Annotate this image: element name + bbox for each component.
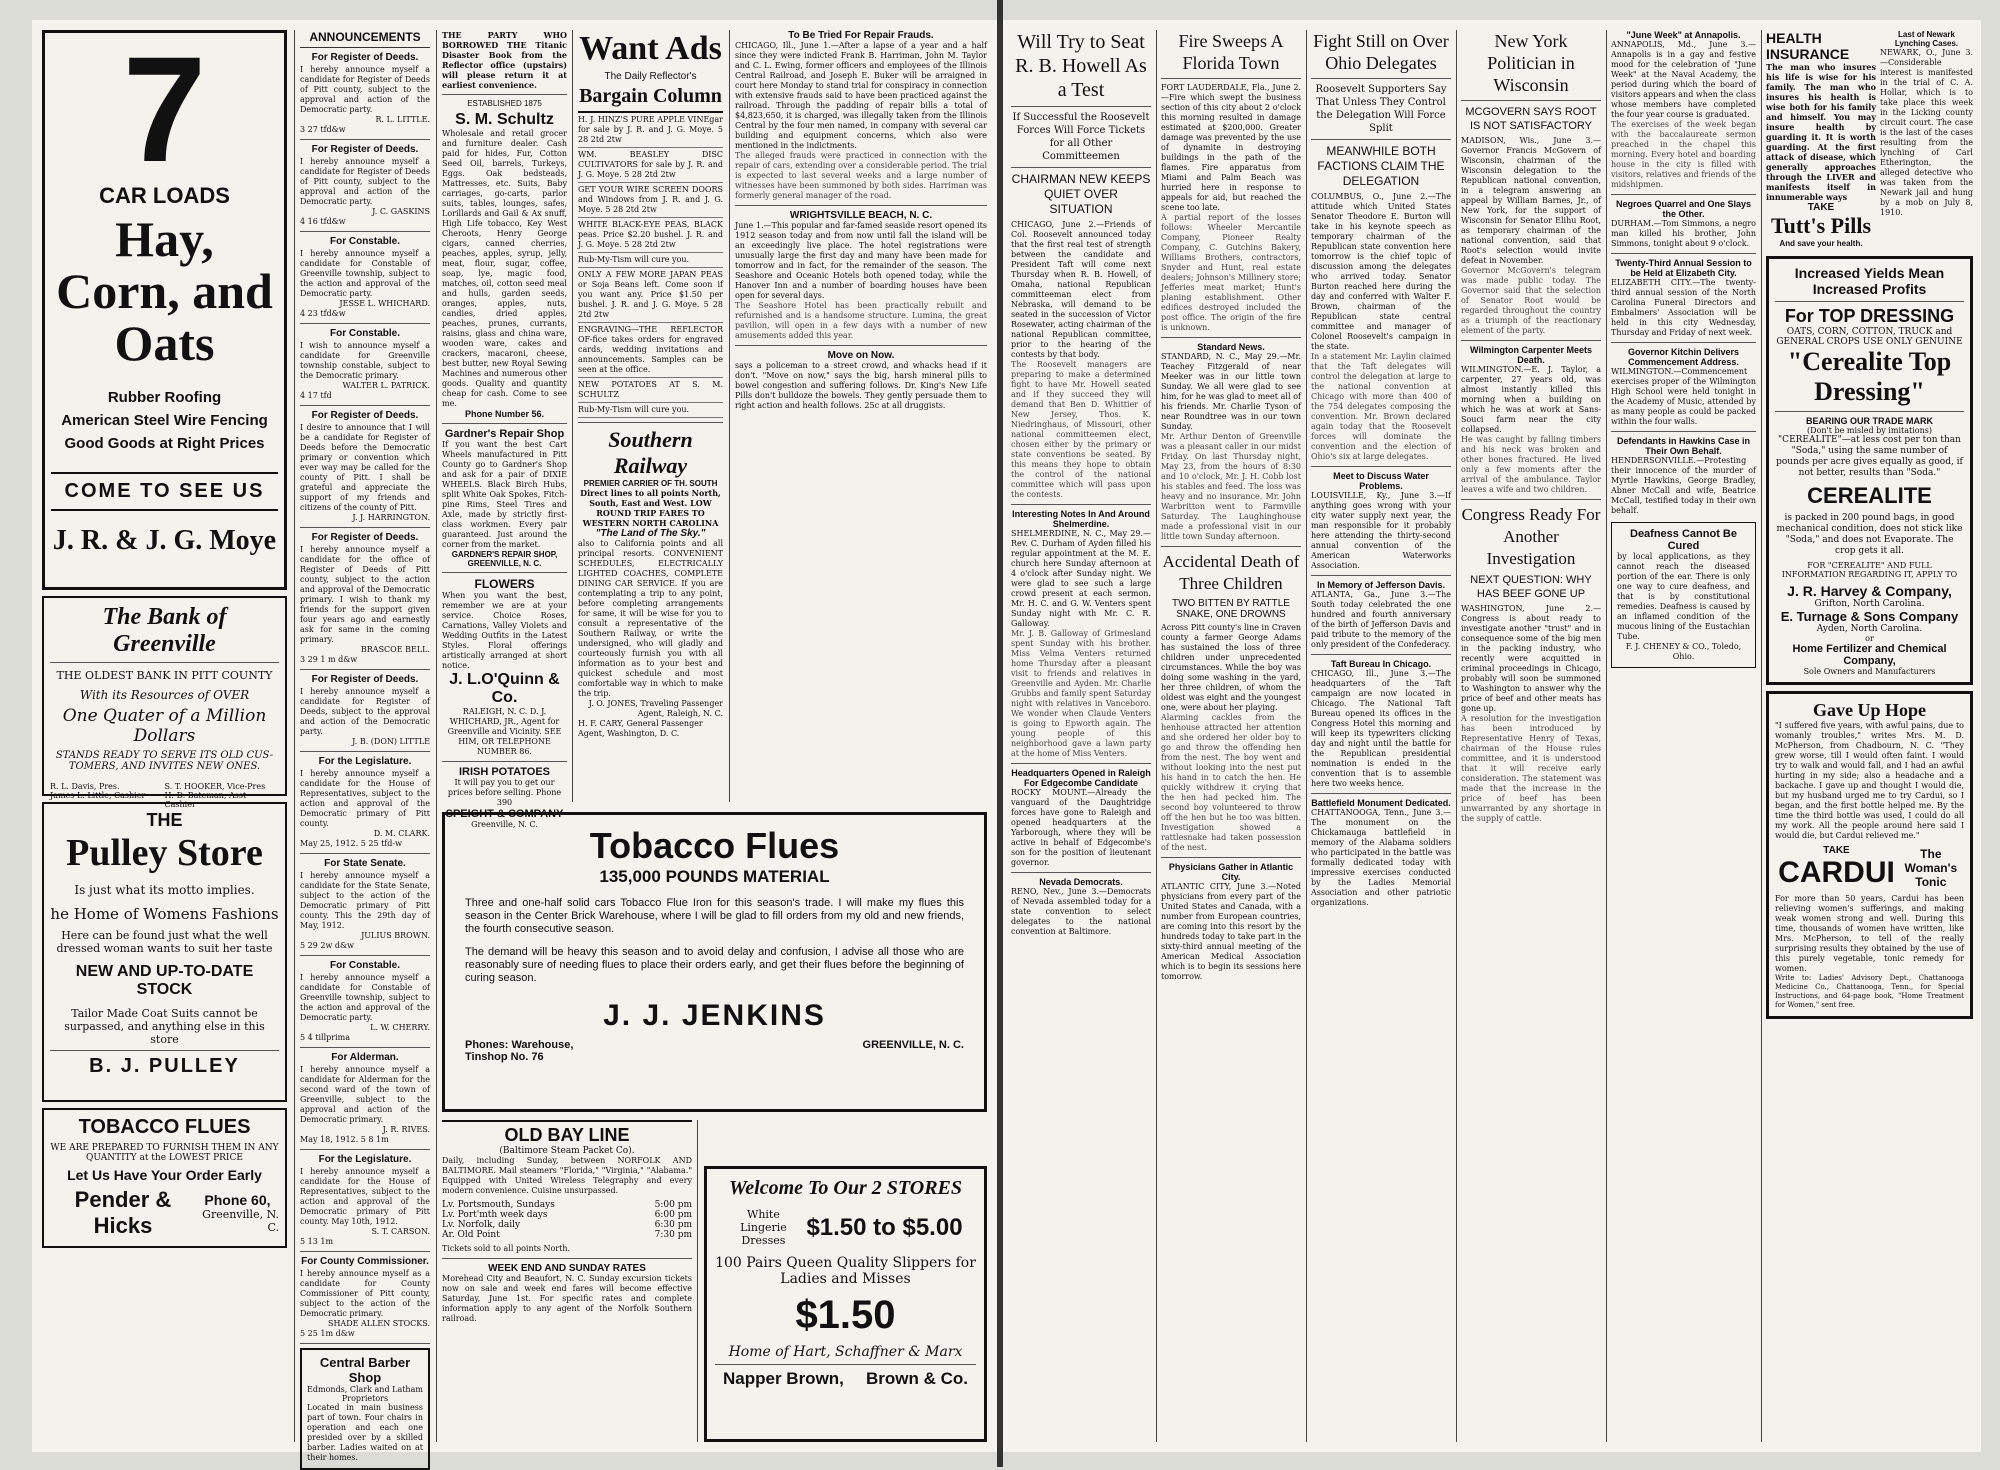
story-text: ROCKY MOUNT.—Already the vanguard of the Daughtridge forces have gone to Raleigh and opened headquarters at the Yarborough, where they will be active in behalf of Edgecombe's son for the position of lieutenant governor. xyxy=(1011,788,1151,867)
right-col-1 xyxy=(1011,30,1151,1442)
potatoes-firm: SPEIGHT & COMPANY xyxy=(445,808,564,820)
napper-firm2: Brown & Co. xyxy=(866,1369,968,1388)
announcement-office: For State Senate. xyxy=(324,858,406,869)
schedule-time: 6:30 pm xyxy=(654,1220,692,1230)
pender-line: WE ARE PREPARED TO FURNISH THEM IN ANY QUANTITY at the LOWEST PRICE xyxy=(50,1143,279,1163)
story-text: CHICAGO, Ill., June 3.—The headquarters of the Taft campaign are now located in Chicago. The National Taft Bureau opened its offices in the Congress Hotel this morning and will keep its typewriters clicking day and night until the battle for the Republican presidential nomination is ended in the convention that is to assemble here two weeks hence. xyxy=(1311,669,1451,788)
story-text: HENDERSONVILLE.—Protesting their innocence of the murder of Myrtle Hawkins, George Bradley, Abner McCall and wife, Beatrice McCall, testified today in their own behalf. xyxy=(1611,456,1756,515)
announcement-sign: BRASCOE BELL. xyxy=(360,645,430,654)
cerealite-firm1: J. R. Harvey & Company, xyxy=(1787,583,1952,599)
cardui-text: "I suffered five years, with awful pains, due to womanly troubles," writes Mrs. M. D. McPherson, from Chadbourn, N. C. "They grew worse, till I would often faint. I would try to walk and would fall, and I had an awful hurting in my side; also a headache and a backache. I gave up and thought I would die, but my husband urged me to try Cardui, so I began, and the first bottle helped me. By the time the third bottle was used, I could do all my work. All the people around here said I would die, but Cardui relieved me." xyxy=(1775,721,1964,840)
barber-text: Located in main business part of town. Four chairs in operation and each one presided over by a skilled barber. Ladies waited on at their homes. xyxy=(307,1403,423,1462)
howell-story: CHICAGO, June 2.—Friends of Col. Roosevelt announced today that the first real test of strength between the candidate and President Taft will come next Thursday when R. B. Howell, of Omaha, national Republican committeeman elect from Nebraska, will demand to be seated in the succession of Victor Rosewater, acting chairman of the national Republican committee, prior to the hearing of the contests by that body. xyxy=(1011,220,1151,359)
barber-ad xyxy=(300,1348,430,1470)
want-ad-item: H. J. HINZ'S PURE APPLE VINEgar for sale by J. R. and J. G. Moye. 5 28 2td 2tw xyxy=(578,113,723,148)
deafness-ad xyxy=(1611,522,1756,668)
announcement-code: 5 29 2w d&w xyxy=(300,941,354,950)
want-ad-item: Rub-My-Tism will cure you. xyxy=(578,253,723,268)
story-text: ATLANTIC CITY, June 3.—Noted physicians from every part of the United States and Canada, with a number from European countries, are coming into this resort by the hundreds today to take part in the sixty-third annual meeting of the American Medical Association which is to begin its sessions here tomorrow. xyxy=(1161,882,1301,981)
howell-deck: If Successful the Roosevelt Forces Will Force Tickets for all Other Committeemen xyxy=(1012,112,1150,162)
left-col-5 xyxy=(735,30,987,802)
cardui-tonic: The Woman's Tonic xyxy=(1904,846,1958,889)
schedule-row xyxy=(442,1220,692,1230)
story-head: Twenty-Third Annual Session to be Held at Elizabeth City. xyxy=(1615,258,1752,278)
cerealite-or: or xyxy=(1865,634,1874,643)
announcement-office: For Constable. xyxy=(329,236,400,247)
cerealite-mark-sub: (Don't be misled by imitations) xyxy=(1807,426,1932,435)
announcement-text: I hereby announce myself a candidate for the House of Representatives, subject to the action and approval of the Democratic primary of Pitt county. May 10th, 1912. xyxy=(300,1167,430,1226)
ohio-head: Fight Still on Over Ohio Delegates xyxy=(1313,31,1449,73)
schultz-text: Wholesale and retail grocer and furniture dealer. Cash paid for hides, Fur, Cotton Seed Oil, barrels, Turkeys, Eggs. Oak bedsteads, Mattresses, etc. Suits, Baby carriages, go-carts, parlor suits, tables, lounges, safes, Lorillards and Gail & Ax snuff, High Life tobacco, Key West Cheroots, Henry George cigars, canned cherries, peaches, apples, syrup, jelly, meat, flour, sugar, coffee, soap, lye, magic food, matches, oil, cotton seed meal and hulls, garden seeds, oranges, apples, nuts, candies, dried apples, peaches, prunes, currants, raisins, glass and china ware, wooden ware, cakes and crackers, macaroni, cheese, best butter, new Royal Sewing Machines and numerous other goods. Quality and quantity cheap for cash. Come to see me. xyxy=(442,129,567,408)
accident-story: Across Pitt county's line in Craven county a farmer George Adams has sustained the loss of three children under unprecedented circumstances. While the boy was doing some washing in the yard, her three children, of whom the oldest was eight and the youngest one, were about her playing. xyxy=(1161,623,1301,712)
bargain-column: Bargain Column xyxy=(578,85,723,113)
moye-come: COME TO SEE US xyxy=(64,480,265,502)
story-text: ATLANTA, Ga., June 3.—The South today celebrated the one hundred and fourth anniversary of the birth of Jefferson Davis and paid tribute to the memory of the only president of the Confederacy. xyxy=(1311,590,1451,649)
want-ads-list xyxy=(578,113,723,418)
gardner-title: Gardner's Repair Shop xyxy=(444,428,565,440)
cerealite-text2: is packed in 200 pound bags, in good mechanical condition, does not stick like "Soda," and does not Evaporate. The crop gets it all. xyxy=(1776,513,1963,556)
napper-line2: 100 Pairs Queen Quality Slippers for Ladies and Misses xyxy=(715,1255,976,1287)
announcement xyxy=(300,756,430,854)
gardner-sign: GARDNER'S REPAIR SHOP, GREENVILLE, N. C. xyxy=(451,550,558,568)
tutts-save: And save your health. xyxy=(1779,239,1863,248)
moye-products: Hay, Corn, and Oats xyxy=(56,211,273,371)
cerealite-firm3: Home Fertilizer and Chemical Company, xyxy=(1792,643,1947,667)
tutts-text: The man who insures his life is wise for his family. The man who insures his health is wise both for his family and himself. You may insure health by guarding it. It is worth guarding. At the first attack of disease, which generally approaches through the LIVER and manifests itself in innumerable ways xyxy=(1766,62,1876,202)
howell-head: Will Try to Seat R. B. Howell As a Test xyxy=(1015,31,1147,101)
flues-p2: The demand will be heavy this season and to avoid delay and confusion, I advise all those who are reasonably sure of needing flues to place their orders early, and get their flues before the beginning of curing season. xyxy=(465,946,964,984)
announcement xyxy=(300,410,430,528)
announcement-sign: SHADE ALLEN STOCKS. xyxy=(327,1319,430,1328)
announcement-office: For the Legislature. xyxy=(318,1154,412,1165)
filler-text: The Seashore Hotel has been practically rebuilt and refurnished and is a handsome structure. Lumina, the great pavilion, will open in a few days with a number of new amusements added this year. xyxy=(735,301,987,340)
congress-head: Congress Ready For Another Investigation xyxy=(1461,505,1601,568)
filler-text: Alarming cackles from the henhouse attracted her attention and she ordered her older boy to go and throw the offending hen from the nest. The boy went and without looking into the nest put his hand in to catch the hen. He quickly withdrew it crying that the hen had pecked him. The second boy volunteered to throw off the hen but he too was bitten. Investigation showed a rattlesnake had taken possession of the nest. xyxy=(1161,713,1301,852)
filler-text: Governor McGovern's telegram was made public today. The Governor said that the selection of Senator Root would be regarded throughout the country as a triumph of the reactionary element of the party. xyxy=(1461,266,1601,335)
schedule-stop: Lv. Norfolk, daily xyxy=(442,1220,521,1230)
schedule-row xyxy=(442,1200,692,1210)
pulley-stock: NEW AND UP-TO-DATE STOCK xyxy=(75,963,254,998)
filler-text: Mr. J. B. Galloway of Grimesland spent Sunday with his brother. Miss Velma Venters returned home Thursday after a pleasant visit to friends and relatives in Greenville and Ayden. Mr. Charlie Grubbs and family spent Saturday night with relatives in Vanceboro. We wonder when Claude Venters is going to Epworth again. The young people of this neighborhood gave a lawn party at the home of Miss Venters. xyxy=(1011,629,1151,758)
cerealite-for: For TOP DRESSING xyxy=(1784,306,1955,326)
announcement xyxy=(300,1154,430,1252)
pulley-owner: B. J. PULLEY xyxy=(89,1055,240,1077)
filler-text: The alleged frauds were practiced in connection with the repair of cars, extending over a considerable period. The trial is expected to last several weeks and a large number of witnesses have been summoned by both sides. Harriman was formerly general manager of the road. xyxy=(735,151,987,200)
pulley-the: THE xyxy=(146,810,183,830)
bank-line3: One Quater of a Million Dollars xyxy=(62,706,267,746)
barber-title: Central Barber Shop xyxy=(319,1355,411,1385)
deafness-sign: F. J. CHENEY & CO., Toledo, Ohio. xyxy=(1625,642,1742,661)
fire-story: FORT LAUDERDALE, Fla., June 2.—Fire which swept the business section of this city about 2 o'clock this morning resulted in damage estimated at $200,000. Greater damage was prevented by the use of dynamite in destroying buildings in the path of the flames. Fire apparatus from Miami and Palm Beach was hurried here in response to appeals for aid, but reached the scene too late. xyxy=(1161,83,1301,212)
story-head: "June Week" at Annapolis. xyxy=(1626,30,1741,40)
story-text: ANNAPOLIS, Md., June 3.—Annapolis is in a gay and festive mood for the celebration of "June Week" at the Naval Academy, the period during which the board of visitors appears and when the class whose members have completed the four year course is graduated. xyxy=(1611,40,1756,119)
announcement xyxy=(300,960,430,1048)
announcement-text: I hereby announce myself a candidate for Register of Deeds of Pitt county, subject to the approval and action of the Democratic party. xyxy=(300,65,430,114)
bank-name: The Bank of Greenville xyxy=(102,604,227,657)
schultz-est: ESTABLISHED 1875 xyxy=(467,99,542,108)
announcement xyxy=(300,52,430,140)
story-head: Taft Bureau In Chicago. xyxy=(1330,659,1432,669)
announcement-code: May 25, 1912. 5 25 tfd-w xyxy=(300,839,402,848)
potatoes-city: Greenville, N. C. xyxy=(471,820,538,829)
bank-ad xyxy=(42,596,287,809)
cerealite-firm2: E. Turnage & Sons Company xyxy=(1780,609,1959,624)
filler-text: The exercises of the week began with the baccalaureate sermon preached in the chapel this morning. Every hotel and boarding house in the city is filled with visitors, relatives and friends of the midshipmen. xyxy=(1611,120,1756,189)
filler-text: A resolution for the investigation has been introduced by Representative Henry of Texas, chairman of the House rules committee, and it is understood that it will receive early consideration. The statement was made that the increase in the price of beef has been unwarranted by any shortage in the supply of cattle. xyxy=(1461,714,1601,823)
right-col-6 xyxy=(1766,30,1973,1442)
filler-text: The Roosevelt managers are preparing to make a determined fight to have Mr. Howell seated and if they succeed they will demand that Ben D. Whittier of New Jersey, Thos. K. Niedringhaus, of Missouri, other national committeemen elect, chosen either by the primary or state conventions be seated. By this means they hope to obtain the control of the national committee which will pass upon the contests. xyxy=(1011,360,1151,499)
cardui-take: TAKE xyxy=(1823,845,1850,856)
old-bay-title: OLD BAY LINE xyxy=(442,1120,692,1146)
flues-title: Tobacco Flues xyxy=(589,825,840,866)
flowers-text: When you want the best, remember we are at your service. Choice Roses, Carnations, Valley Violets and Wedding Outfits in the Latest Styles. Floral offerings artistically arranged at short notice. xyxy=(442,591,567,670)
cerealite-mark: BEARING OUR TRADE MARK xyxy=(1806,416,1933,426)
flues-phones: Phones: Warehouse, Tinshop No. 76 xyxy=(465,1039,574,1063)
announcement-sign: J. J. HARRINGTON. xyxy=(352,513,430,522)
story-head: In Memory of Jefferson Davis. xyxy=(1316,580,1446,590)
left-col-2 xyxy=(300,30,430,1462)
announcement-text: I hereby announce myself a candidate for the office of Register of Deeds of Pitt county, subject to the action and approval of the Democratic primary. I wish to thank my friends for the support given four years ago and earnestly ask for same in the coming primary. xyxy=(300,545,430,644)
announcement-text: I desire to announce that I will be a candidate for Register of Deeds before the Democratic primary or convention which ever way may be called for the county of Pitt. I shall be grateful and appreciate the support of my friends and citizens of the county of Pitt. xyxy=(300,423,430,512)
cerealite-name: "Cerealite Top Dressing" xyxy=(1787,347,1952,406)
announcement xyxy=(300,674,430,752)
announcement-text: I hereby announce myself a candidate for Register of Deeds of Pitt county, subject to the approval and action of the Democratic party. xyxy=(300,157,430,206)
announcement-sign: J. B. (DON) LITTLE xyxy=(352,737,430,746)
story-head: Last of Newark Lynching Cases. xyxy=(1894,30,1959,48)
story-head: Move on Now. xyxy=(827,350,895,361)
napper-price2: $1.50 xyxy=(795,1293,896,1337)
announcement-sign: JESSE L. WHICHARD. xyxy=(339,299,430,308)
cerealite-top: Increased Yields Mean Increased Profits xyxy=(1794,265,1945,297)
moye-ad xyxy=(42,25,287,590)
story-head: WRIGHTSVILLE BEACH, N. C. xyxy=(789,210,933,221)
announcement-text: I hereby announce myself a candidate for Register of Deeds, subject to the approval and action of the Democratic party. xyxy=(300,687,430,736)
pulley-ad xyxy=(42,802,287,1102)
announcement-sign: S. T. CARSON. xyxy=(371,1227,430,1236)
announcement xyxy=(300,1256,430,1344)
filler-text: Mr. Arthur Denton of Greenville was a pleasant caller in our midst Friday. On last Thursday night, May 23, from the hours of 8:30 and 10 o'clock, Mr. J. H. Cobb lost his stables and feed. The loss was heavy and no insurance. Mr. John Warbritton went to Farmville Saturday. The Laughinghouse made a professional visit in our little town Sunday afternoon. xyxy=(1161,432,1301,541)
moye-car-loads: CAR LOADS xyxy=(99,183,230,208)
bank-line1: THE OLDEST BANK IN PITT COUNTY xyxy=(56,669,273,682)
announcement-code: 5 25 1m d&w xyxy=(300,1329,355,1338)
announcement xyxy=(300,1052,430,1150)
tutts-head: HEALTH INSURANCE xyxy=(1766,30,1850,62)
right-col-5 xyxy=(1611,30,1756,1442)
pender-phone: Phone 60, xyxy=(204,1192,271,1208)
want-ad-item: WHITE BLACK-EYE PEAS, BLACK peas. Price $2.20 bushel. J. R. and J. G. Moye. 5 28 2td 2tw xyxy=(578,218,723,253)
cardui-ad xyxy=(1766,691,1973,1019)
flues-sub: 135,000 POUNDS MATERIAL xyxy=(599,867,830,886)
moye-firm: J. R. & J. G. Moye xyxy=(52,525,277,556)
flues-city: GREENVILLE, N. C. xyxy=(862,1039,964,1051)
flowers-addr: RALEIGH, N. C. D. J. WHICHARD, JR., Agent for Greenville and Vicinity. SEE HIM, OR TELEPHONE NUMBER 86. xyxy=(447,707,562,756)
want-ad-item: WM. BEASLEY DISC CULTIVATORS for sale by J. R. and J. G. Moye. 5 28 2td 2tw xyxy=(578,148,723,183)
napper-price1: $1.50 to $5.00 xyxy=(806,1213,963,1241)
right-col-3 xyxy=(1311,30,1451,1442)
old-bay-sub: (Baltimore Steam Packet Co). xyxy=(499,1146,635,1156)
story-text: says a policeman to a street crowd, and whacks head if it don't. "Move on now," says the big, harsh mineral pills to bowel congestion and suffering follows. Dr. King's New Life Pills don't bulldoze the bowels. They gently persuade them to right action and health follows. 25c at all druggists. xyxy=(735,361,987,410)
story-head: Standard News. xyxy=(1197,342,1265,352)
pulley-motto: Is just what its motto implies. xyxy=(74,883,255,897)
potatoes-text: It will pay you to get our prices before selling. Phone 390 xyxy=(447,778,562,807)
announcement-office: For Register of Deeds. xyxy=(311,532,419,543)
ohio-deck: Roosevelt Supporters Say That Unless They Control the Delegation Will Force Split xyxy=(1315,84,1447,134)
pulley-name: Pulley Store xyxy=(66,832,263,874)
pender-firm: Pender & Hicks xyxy=(74,1187,172,1238)
story-head: Headquarters Opened in Raleigh For Edgecombe Candidate xyxy=(1011,768,1151,788)
napper-line1: White Lingerie Dresses xyxy=(740,1208,787,1247)
schultz-phone: Phone Number 56. xyxy=(464,409,545,419)
announcement-office: For Constable. xyxy=(329,960,400,971)
want-ad-item: ENGRAVING—THE REFLECTOR OF-fice takes orders for engraved cards, wedding invitations and announcements. Samples can be seen at the office. xyxy=(578,323,723,378)
announcement-code: 5 4 tillprima xyxy=(300,1033,351,1042)
want-ads-sub: The Daily Reflector's xyxy=(604,71,697,82)
ohio-story: COLUMBUS, O., June 2.—The attitude which United States Senator Theodore E. Burton will take in his keynote speech as temporary chairman of the Republican state convention here tomorrow is the chief topic of discussion among the delegates who arrived today. Senator Burton reached here during the day and conferred with Walter F. Brown, chairman of the Republican state central committee and manager of Colonel Roosevelt's campaign in the state. xyxy=(1311,192,1451,351)
schedule-row xyxy=(442,1210,692,1220)
napper-firm1: Napper Brown, xyxy=(723,1369,844,1388)
railway-sign1: J. O. JONES, Traveling Passenger Agent, Raleigh, N. C. xyxy=(588,699,723,718)
schedule-time: 5:00 pm xyxy=(654,1200,692,1210)
wisconsin-story: MADISON, Wis., June 3.—Governor Francis McGovern of Wisconsin, chairman of the Wisconsin delegation to the Republican national convention, in a telegram answering an appeal by William Barnes, Jr., of New York, for the support of Wisconsin for Senator Elihu Root, as temporary chairman of the national convention, said that Root's selection would invite defeat in November. xyxy=(1461,136,1601,265)
right-page xyxy=(1003,20,1981,1452)
want-ads-title: Want Ads xyxy=(579,30,722,67)
want-ad-item: ONLY A FEW MORE JAPAN PEAS or Soja Beans left. Come soon if you want any. Price $1.50 per bushel. J. R. and J. G. Moye. 5 28 2td 2tw xyxy=(578,268,723,323)
bank-officer: R. L. Davis, Pres. xyxy=(50,782,120,791)
gardner-text: If you want the best Cart Wheels manufactured in Pitt County go to Gardner's Shop and ask for a pair of DIXIE WHEELS. Black Birch Hubs, split White Oak Spokes, Fitch-pine Rims, Steel Tires and Axle, made by strictly first-class workmen. Every pair guaranteed. Just around the corner from the market. xyxy=(442,440,567,549)
announcement-sign: WALTER L. PATRICK. xyxy=(342,381,430,390)
story-text: NEWARK, O., June 3.—Considerable interest is manifested in the trial of C. A. Hollar, which is to take place this week in the Licking county circuit court. The case is the last of the cases resulting from the lynching of Carl Etherington, the alleged detective who was taken from the Newark jail and hung by a mob on July 8, 1910. xyxy=(1880,48,1973,217)
fire-head: Fire Sweeps A Florida Town xyxy=(1178,31,1284,73)
railway-line1: Direct lines to all points North, South, East and West. LOW ROUND TRIP FARES TO WESTERN NORTH CAROLINA xyxy=(580,488,721,528)
story-head: Nevada Democrats. xyxy=(1039,877,1123,887)
announcement-code: 4 23 tfd&w xyxy=(300,309,346,318)
deafness-text: by local applications, as they cannot reach the diseased portion of the ear. There is only one way to cure deafness, and that is by constitutional remedies. Deafness is caused by an inflamed condition of the mucous lining of the Eustachian Tube. xyxy=(1617,552,1750,641)
cerealite-crops: OATS, CORN, COTTON, TRUCK and GENERAL CROPS USE ONLY GENUINE xyxy=(1776,327,1963,347)
story-text: DURHAM.—Tom Simmons, a negro man killed his brother, John Simmons, tonight about 9 o'clock. xyxy=(1611,219,1756,248)
announcement-office: For Alderman. xyxy=(331,1052,399,1063)
railway-title: Southern Railway xyxy=(608,427,693,478)
potatoes-title: IRISH POTATOES xyxy=(458,766,551,778)
story-text: STANDARD, N. C., May 29.—Mr. Teachey Fitzgerald of near Meeker was in our little town Sunday. We all were glad to see him, for he was glad to meet all of his friends. Mr. Charlie Tyson of near Roundtree was in our town Sunday. xyxy=(1161,352,1301,431)
cerealite-apply: FOR "CEREALITE" AND FULL INFORMATION REGARDING IT, APPLY TO xyxy=(1781,561,1958,579)
railway-sign2: H. F. CARY, General Passenger Agent, Washington, D. C. xyxy=(578,719,703,738)
story-text: June 1.—This popular and far-famed seaside resort opened its 1912 season today and from now until fall the island will be an exceedingly live place. The hotel registrations were unusually large the first day and many have been made for tomorrow and in fact, for the remainder of the season. The Seashore and Oceanic Hotels both opened today, while the Hanover Inn and a number of boarding houses have been open for several days. xyxy=(735,221,987,300)
announcement-text: I hereby announce myself a candidate for the State Senate, subject to the action of the Democratic primary of Pitt county. This the 29th day of May, 1912. xyxy=(300,871,430,930)
ohio-sub: MEANWHILE BOTH FACTIONS CLAIM THE DELEGATION xyxy=(1317,144,1445,188)
story-head: Defendants in Hawkins Case in Their Own Behalf. xyxy=(1616,436,1751,456)
right-col-4 xyxy=(1461,30,1601,1442)
flues-name: J. J. JENKINS xyxy=(603,999,826,1032)
filler-text: A partial report of the losses follows: Wheeler Mercantile Company, Pioneer Realty Company, C. Gutchins Bakery, Williams Brothers, contractors, Snyder and Hunt, real estate dealers; Johnson's Millinery store; Jefferies meat market; Hunt's planing establishment. Other edifices destroyed included the post office. The origin of the fire is unknown. xyxy=(1161,213,1301,332)
barber-sub: Edmonds, Clark and Latham Proprietors xyxy=(307,1385,423,1403)
story-text: ELIZABETH CITY.—The twenty-third annual session of the North Carolina Funeral Directors and Embalmers' Association will be held in this city Wednesday, Thursday and Friday of next week. xyxy=(1611,278,1756,337)
announcement-sign: J. C. GASKINS xyxy=(372,207,430,216)
cerealite-ad xyxy=(1766,256,1973,685)
announcement-sign: R. L. LITTLE. xyxy=(375,115,430,124)
story-head: Negroes Quarrel and One Slays the Other. xyxy=(1615,199,1752,219)
moye-number: 7 xyxy=(122,25,207,193)
schedule-stop: Lv. Port'mth week days xyxy=(442,1210,548,1220)
cerealite-sole: Sole Owners and Manufacturers xyxy=(1803,667,1936,676)
announcement-text: I hereby announce myself as a candidate for County Commissioner of Pitt county, subject to the action of the Democratic primary. xyxy=(300,1269,430,1318)
want-ad-item: NEW POTATOES AT S. M. SCHULTZ xyxy=(578,378,723,403)
announcement-sign: D. M. CLARK. xyxy=(373,829,430,838)
cerealite-word: CEREALITE xyxy=(1807,483,1932,508)
story-text: LOUISVILLE, Ky., June 3.—If anything goes wrong with your city water supply next year, the man responsible for it probably here attending the thirty-second annual convention of the American Waterworks Association. xyxy=(1311,491,1451,570)
announcement-office: For the Legislature. xyxy=(318,756,412,767)
story-text: CHICAGO, Ill., June 1.—After a lapse of a year and a half since they were indicted Frank B. Harriman, John M. Taylor and C. L. Ewing, former officers and employees of the Illinois Central Railroad, and Joseph E. Buker will be arraigned in court here Monday to stand trial for conspiracy in connection with extensive frauds said to have been practiced against the railroad. Through the padding of repair bills a total of $4,823,650, it is charged, was illegally taken from the Illinois Central by the four men named, in company with several car building and equipment concerns, which also were mentioned in the indictments. xyxy=(735,41,987,150)
want-ad-item: GET YOUR WIRE SCREEN DOORS and Windows from J. R. and J. G. Moye. 5 28 2td 2tw xyxy=(578,183,723,218)
tutts-name: Tutt's Pills xyxy=(1770,213,1872,238)
want-ad-item: Rub-My-Tism will cure you. xyxy=(578,403,723,418)
pender-title: TOBACCO FLUES xyxy=(78,1116,251,1138)
announcement-text: I wish to announce myself a candidate for Greenville township constable, subject to the Democratic primary. xyxy=(300,341,430,380)
announcements-list xyxy=(300,52,430,1344)
flowers-title: FLOWERS xyxy=(474,577,535,591)
announcement xyxy=(300,144,430,232)
announcement-office: For County Commissioner. xyxy=(301,1256,429,1267)
filler-text: In a statement Mr. Laylin claimed that the Taft delegates will control the delegation at large to the national convention at Chicago with more than 400 of the 754 delegates composing the convention. Mr. Brown declared again today that the Roosevelt forces will dominate the convention and the election of Ohio's six at large delegates. xyxy=(1311,352,1451,461)
announcement-code: 3 29 1 m d&w xyxy=(300,655,358,664)
railway-text: also to California points and all principal resorts. CONVENIENT SCHEDULES, ELECTRICALLY LIGHTED COACHES, COMPLETE DINING CAR SERVICE. If you are contemplating a trip to any point, before completing arrangements for same, it will be wise for you to consult a representative of the Southern Railway, or write the undersigned, who will gladly and courteously furnish you with all information as to your best and quickest schedule and most comfortable way in which to make the trip. xyxy=(578,539,723,698)
schultz-name: S. M. Schultz xyxy=(455,111,554,128)
announcement-office: For Register of Deeds. xyxy=(311,410,419,421)
announcement-sign: JULIUS BROWN. xyxy=(361,931,430,940)
bank-officers xyxy=(50,782,279,809)
schedule-time: 7:30 pm xyxy=(654,1230,692,1240)
story-text: SHELMERDINE, N. C., May 29.—Rev. C. Durham of Ayden filled his regular appointment at the M. E. church here Sunday afternoon at 4 o'clock after Sunday night. We were glad to see such a large crowd present at each sermon. Mr. H. C. and G. W. Venters spent Sunday night with Mr. C. R. Galloway. xyxy=(1011,529,1151,628)
announcement-code: 5 13 1m xyxy=(300,1237,334,1246)
story-text: RENO, Nev., June 3.—Democrats of Nevada assembled today for a state convention to select delegates to the national convention at Baltimore. xyxy=(1011,887,1151,936)
schedule-stop: Ar. Old Point xyxy=(442,1230,500,1240)
announcement-text: I hereby announce myself a candidate for the House of Representatives, subject to the action and approval of the Democratic primary of Pitt county. xyxy=(300,769,430,828)
borrowed-notice: THE PARTY WHO BORROWED THE Titanic Disaster Book from the Reflector office (upstairs) will please return it at earliest convenience. xyxy=(442,30,567,90)
cerealite-city1: Grifton, North Carolina. xyxy=(1814,599,1925,609)
flues-p1: Three and one-half solid cars Tobacco Flue Iron for this season's trade. I will make my flues this season in the Center Brick Warehouse, where I will be glad to fill orders from my old and new friends, the fourth consecutive season. xyxy=(465,897,964,935)
announcement-office: For Constable. xyxy=(329,328,400,339)
schedule-time: 6:00 pm xyxy=(654,1210,692,1220)
congress-sub: NEXT QUESTION: WHY HAS BEEF GONE UP xyxy=(1470,574,1592,600)
schedule-row xyxy=(442,1230,692,1240)
weekend-title: WEEK END AND SUNDAY RATES xyxy=(488,1263,646,1274)
left-page xyxy=(32,20,997,1462)
cardui-name: CARDUI xyxy=(1778,856,1895,889)
announcement-sign: L. W. CHERRY. xyxy=(370,1023,430,1032)
moye-item: American Steel Wire Fencing xyxy=(61,412,268,429)
announcement-office: For Register of Deeds. xyxy=(311,674,419,685)
pulley-tailor: Tailor Made Coat Suits cannot be surpassed, and anything else in this store xyxy=(64,1007,265,1046)
announcements-header: ANNOUNCEMENTS xyxy=(300,30,430,48)
schedule-stop: Lv. Portsmouth, Sundays xyxy=(442,1200,555,1210)
cardui-text2: For more than 50 years, Cardui has been relieving women's sufferings, and making weak women strong and well. During this time, thousands of women have written, like Mrs. McPherson, to tell of the really surprising results they obtained by the use of this purely vegetable, tonic remedy for women. xyxy=(1775,894,1964,973)
howell-sub: CHAIRMAN NEW KEEPS QUIET OVER SITUATION xyxy=(1011,172,1151,216)
announcement-text: I hereby announce myself a candidate for Constable of Greenville township, subject to the action and approval of the Democratic party. xyxy=(300,249,430,298)
story-text: CHATTANOOGA, Tenn., June 3.—The monument on the Chickamauga battlefield in memory of the Alabama soldiers who participated in the battle was formally dedicated today with impressive exercises conducted by the Ladies Memorial Association and other patriotic organizations. xyxy=(1311,808,1451,907)
story-head: Physicians Gather in Atlantic City. xyxy=(1168,862,1294,882)
story-head: To Be Tried For Repair Frauds. xyxy=(788,30,934,41)
bank-officer: S. T. HOOKER, Vice-Pres xyxy=(164,782,266,791)
announcement xyxy=(300,532,430,670)
announcement-code: 4 17 tfd xyxy=(300,391,332,400)
pender-ad xyxy=(42,1108,287,1248)
announcement-text: I hereby announce myself a candidate for Constable of Greenville township, subject to the action and approval of the Democratic party. xyxy=(300,973,430,1022)
announcement xyxy=(300,328,430,406)
story-head: Governor Kitchin Delivers Commencement Address. xyxy=(1627,347,1740,367)
tutts-ad xyxy=(1766,30,1876,248)
weekend-text: Morehead City and Beaufort, N. C. Sunday excursion tickets now on sale and week end fares will become effective Saturday, June 1st. For specific rates and complete information apply to any agent of the Norfolk Southern railroad. xyxy=(442,1274,692,1323)
wisconsin-sub: MCGOVERN SAYS ROOT IS NOT SATISFACTORY xyxy=(1465,106,1597,132)
old-bay-line-ad xyxy=(442,1120,692,1442)
left-col-4 xyxy=(578,30,723,802)
pender-order: Let Us Have Your Order Early xyxy=(67,1167,262,1183)
cardui-foot: Write to: Ladies' Advisory Dept., Chattanooga Medicine Co., Chattanooga, Tenn., for Special Instructions, and 64-page book, "Home Treatment for Women," sent free. xyxy=(1775,974,1964,1009)
tutts-take: TAKE xyxy=(1807,202,1835,213)
announcement-text: I hereby announce myself a candidate for Alderman for the second ward of the town of Greenville, subject to the approval and action of the Democratic primary. xyxy=(300,1065,430,1124)
story-head: Interesting Notes In And Around Shelmerdine. xyxy=(1012,509,1150,529)
pender-city: Greenville, N. C. xyxy=(202,1208,279,1234)
railway-line2: "The Land of The Sky." xyxy=(595,528,706,539)
bank-line2: With its Resources of OVER xyxy=(79,688,250,702)
old-bay-tickets: Tickets sold to all points North. xyxy=(442,1244,571,1253)
story-text: WILMINGTON.—E. J. Taylor, a carpenter, 27 years old, was almost instantly killed this morning when a building on which he was at work at Sans-Souci farm near the city collapsed. xyxy=(1461,365,1601,434)
bank-line4: STANDS READY TO SERVE ITS OLD CUS-TOMERS, AND INVITES NEW ONES. xyxy=(55,750,274,772)
announcement-office: For Register of Deeds. xyxy=(311,144,419,155)
railway-sub: PREMIER CARRIER OF TH. SOUTH xyxy=(583,479,718,488)
story-head: Battlefield Monument Dedicated. xyxy=(1311,798,1451,808)
announcement-office: For Register of Deeds. xyxy=(311,52,419,63)
old-bay-text: Daily, including Sunday, between NORFOLK AND BALTIMORE. Mail steamers "Florida," "Virginia," "Alabama." Equipped with United Wireless Telegraphy and every modern convenience. Cuisine unsurpassed. xyxy=(442,1156,692,1195)
cerealite-text1: "CEREALITE"—at less cost per ton than "Soda," using the same number of pounds per acre gives equally as good, if not better, results than "Soda." xyxy=(1776,435,1963,478)
old-bay-schedule xyxy=(442,1200,692,1240)
moye-item: Good Goods at Right Prices xyxy=(64,435,265,452)
announcement xyxy=(300,236,430,324)
pulley-line: Here can be found just what the well dressed woman wants to suit her taste xyxy=(56,929,273,955)
announcement-sign: J. R. RIVES. xyxy=(382,1125,430,1134)
right-col-2 xyxy=(1161,30,1301,1442)
napper-welcome: Welcome To Our 2 STORES xyxy=(729,1177,962,1199)
congress-story: WASHINGTON, June 2.—Congress is about ready to investigate another "trust" and in consequence some of the big men in the packing industry, who recently were acquitted in criminal proceedings in Chicago, probably will soon be summoned to Washington to answer why the price of beef and other meats has gone up. xyxy=(1461,604,1601,713)
left-col-3 xyxy=(442,30,567,829)
story-head: Meet to Discuss Water Problems. xyxy=(1333,471,1429,491)
cardui-head: Gave Up Hope xyxy=(1812,700,1926,720)
left-col-1 xyxy=(42,25,287,1442)
pulley-home: he Home of Womens Fashions xyxy=(50,905,279,923)
deafness-head: Deafness Cannot Be Cured xyxy=(1630,528,1737,552)
accident-head: Accidental Death of Three Children xyxy=(1162,552,1300,593)
cerealite-city2: Ayden, North Carolina. xyxy=(1816,624,1923,634)
moye-item: Rubber Roofing xyxy=(107,389,222,406)
story-head: Wilmington Carpenter Meets Death. xyxy=(1470,345,1592,365)
wisconsin-head: New York Politician in Wisconsin xyxy=(1487,31,1575,95)
story-text: WILMINGTON.—Commencement exercises proper of the Wilmington High School were held tonight in the Academy of Music, attended by as many people as could be packed within the four walls. xyxy=(1611,367,1756,426)
flowers-firm: J. L.O'Quinn & Co. xyxy=(449,671,560,706)
announcement-code: 3 27 tfd&w xyxy=(300,125,346,134)
napper-home: Home of Hart, Schaffner & Marx xyxy=(728,1344,963,1360)
moye-items xyxy=(51,389,278,452)
napper-brown-ad xyxy=(704,1166,987,1442)
bank-officer: James L. Little, Cashier xyxy=(50,791,146,800)
announcement-code: 4 16 tfd&w xyxy=(300,217,346,226)
announcement xyxy=(300,858,430,956)
tobacco-flues-ad xyxy=(442,812,987,1112)
accident-sub: TWO BITTEN BY RATTLE SNAKE, ONE DROWNS xyxy=(1172,598,1290,620)
filler-text: He was caught by falling timbers and his neck was broken and other bones fractured. He lived only a few moments after the arrival of the ambulance. Taylor leaves a wife and two children. xyxy=(1461,435,1601,494)
bank-officer: H. D. Bateman, Asst Cashier xyxy=(164,791,247,809)
announcement-code: May 18, 1912. 5 8 1m xyxy=(300,1135,389,1144)
